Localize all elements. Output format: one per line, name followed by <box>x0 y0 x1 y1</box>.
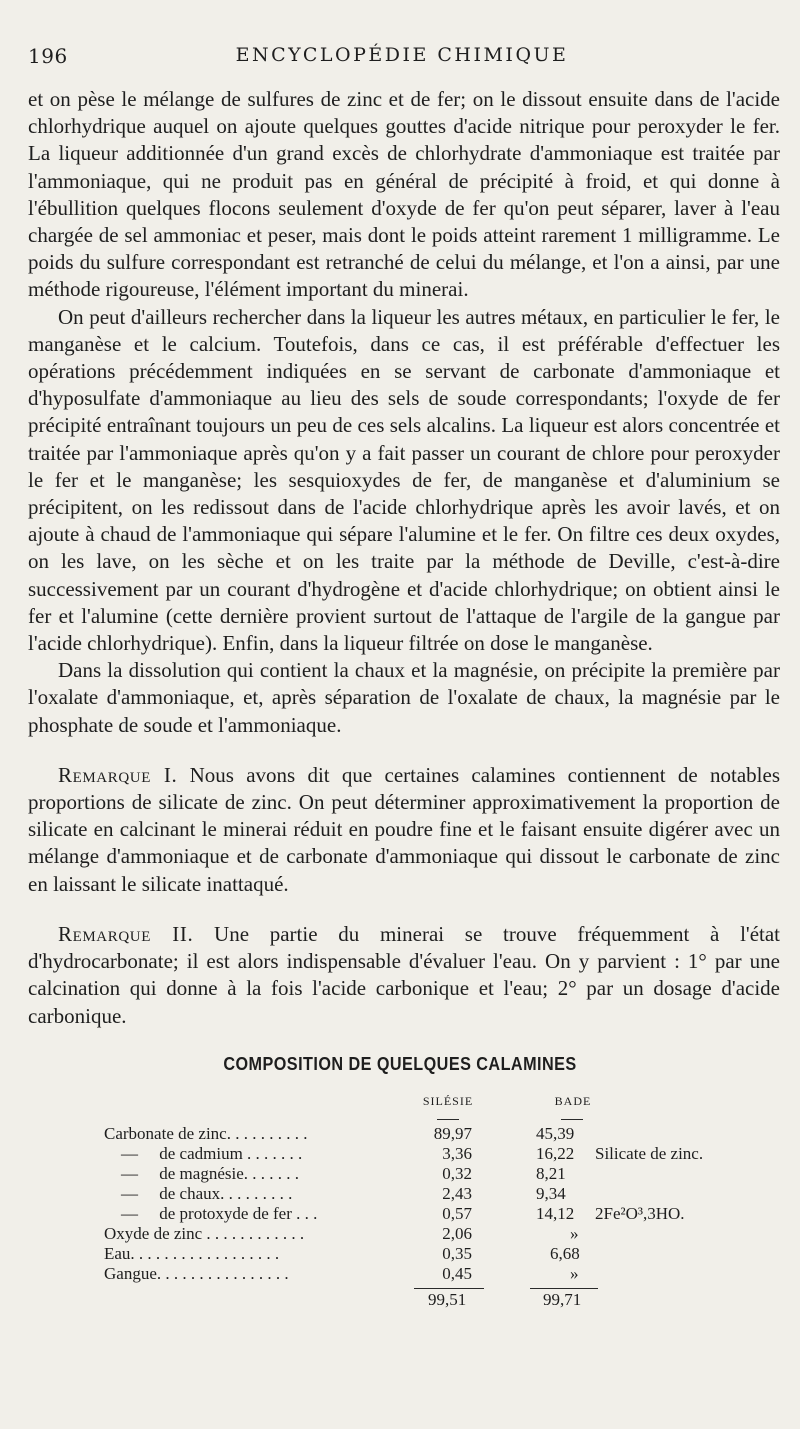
value-bade: 8,21 <box>536 1164 566 1183</box>
value-bade: 9,34 <box>536 1184 566 1203</box>
value-silesie: 0,57 <box>442 1204 472 1223</box>
row-label: Gangue. . . . . . . . . . . . . . . . <box>104 1264 289 1283</box>
value-silesie: 3,36 <box>442 1144 472 1163</box>
table-title: COMPOSITION DE QUELQUES CALAMINES <box>223 1054 577 1074</box>
total-rule <box>414 1288 484 1289</box>
paragraph: et on pèse le mélange de sulfures de zinc et de fer; on le dissout ensuite dans de l'acide chlorhydrique auquel on ajoute quelques gouttes d'acide nitrique pour peroxyder le fer. La liqueur additionnée d'un grand excès de chlorhydrate d'ammoniaque est traitée par l'ammoniaque, qui ne produit pas en général de précipité à froid, et qui donne à l'ébullition quelques flocons seulement d'oxyde de fer qu'on peut séparer, laver à l'eau chargée de sel ammoniac et peser, mais dont le poids atteint rarement 1 milligramme. Le poids du sulfure correspondant est retranché de celui du mélange, et l'on a ainsi, par une méthode rigoureuse, l'élément important du minerai. <box>28 87 780 302</box>
column-header-silesie: SILÉSIE <box>422 1094 474 1108</box>
row-label: — de chaux. . . . . . . . . <box>104 1184 293 1203</box>
table-row <box>0 1124 800 1144</box>
paragraph: Dans la dissolution qui contient la chaux et la magnésie, on précipite la première par l'oxalate d'ammoniaque, et, après séparation de l'oxalate de chaux, la magnésie par le phosphate de soude et l'ammoniaque. <box>28 658 780 737</box>
running-title: ENCYCLOPÉDIE CHIMIQUE <box>235 44 569 66</box>
remark-text: Une partie du minerai se trouve fréquemment à l'état d'hydrocarbonate; il est alors indispensable d'évaluer l'eau. On y parvient : 1° par une calcination qui donne à la fois l'acide carbonique et l'eau; 2° par un dosage d'acide carbonique. <box>28 921 780 1028</box>
column-header-rule <box>437 1119 459 1120</box>
row-label: — de magnésie. . . . . . . <box>104 1164 299 1183</box>
table-row <box>0 1204 800 1224</box>
remark-text: Nous avons dit que certaines calamines contiennent de notables proportions de silicate de zinc. On peut déterminer approximativement la proportion de silicate en calcinant le minerai réduit en poudre fine et le faisant ensuite digérer avec un mélange d'ammoniaque et de carbonate d'ammoniaque qui dissout le carbonate de zinc en laissant le silicate inattaqué. <box>28 762 780 896</box>
row-label: Carbonate de zinc. . . . . . . . . . <box>104 1124 308 1143</box>
page-header <box>28 44 776 74</box>
row-label: — de cadmium . . . . . . . <box>104 1144 303 1163</box>
table-row <box>0 1264 800 1284</box>
total-bade: 99,71 <box>543 1290 582 1309</box>
table-row <box>0 1244 800 1264</box>
paragraph: On peut d'ailleurs rechercher dans la liqueur les autres métaux, en particulier le fer, le manganèse et le calcium. Toutefois, dans ce cas, il est préférable d'effectuer les opérations précédemment indiquées en se servant de carbonate d'ammoniaque et d'hyposulfate d'ammoniaque au lieu des sels de soude correspondants; l'oxyde de fer précipité entraînant toujours un peu de ces sels alcalins. La liqueur est alors concentrée et traitée par l'ammoniaque après qu'on y a fait passer un courant de chlore pour peroxyder le fer et le manganèse; les sesquioxydes de fer, de manganèse et d'aluminium se précipitent, on les redissout dans de l'acide chlorhydrique après les avoir lavés, et on ajoute à chaud de l'ammoniaque qui sépare l'alumine et le fer. On filtre ces deux oxydes, on les lave, on les sèche et on les traite par la méthode de Deville, c'est-à-dire successivement par un courant d'hydrogène et d'acide chlorhydrique; on obtient ainsi le fer et l'alumine (cette dernière provient surtout de l'attaque de l'argile de la gangue par l'acide chlorhydrique). Enfin, dans la liqueur filtrée on dose le manganèse. <box>28 304 780 656</box>
value-silesie: 2,06 <box>442 1224 472 1243</box>
value-bade: 6,68 <box>550 1244 580 1263</box>
value-silesie: 0,45 <box>442 1264 472 1283</box>
table-row <box>0 1164 800 1184</box>
column-header-rule <box>561 1119 583 1120</box>
total-rule <box>530 1288 598 1289</box>
remark-paragraph <box>28 921 780 1030</box>
value-silesie: 0,35 <box>442 1244 472 1263</box>
remark-lead: Remarque II. <box>58 921 194 946</box>
value-bade: 16,22 <box>536 1144 575 1163</box>
value-bade: 14,12 <box>536 1204 575 1223</box>
table-row <box>0 1224 800 1244</box>
row-note: 2Fe²O³,3HO. <box>595 1204 685 1223</box>
table-row <box>0 1144 800 1164</box>
row-label: Eau. . . . . . . . . . . . . . . . . . <box>104 1244 280 1263</box>
body-text <box>28 86 780 1030</box>
table-row <box>0 1184 800 1204</box>
page-number: 196 <box>28 44 68 68</box>
total-silesie: 99,51 <box>428 1290 467 1309</box>
remark-paragraph <box>28 762 780 898</box>
value-bade: » <box>570 1264 579 1283</box>
remark-lead: Remarque I. <box>58 762 178 787</box>
value-silesie: 0,32 <box>442 1164 472 1183</box>
value-bade: 45,39 <box>536 1124 575 1143</box>
row-label: — de protoxyde de fer . . . <box>104 1204 318 1223</box>
row-note: Silicate de zinc. <box>595 1144 704 1163</box>
value-silesie: 2,43 <box>442 1184 472 1203</box>
value-bade: » <box>570 1224 579 1243</box>
value-silesie: 89,97 <box>433 1124 472 1143</box>
row-label: Oxyde de zinc . . . . . . . . . . . . <box>104 1224 305 1243</box>
column-header-bade: BADE <box>554 1094 592 1108</box>
